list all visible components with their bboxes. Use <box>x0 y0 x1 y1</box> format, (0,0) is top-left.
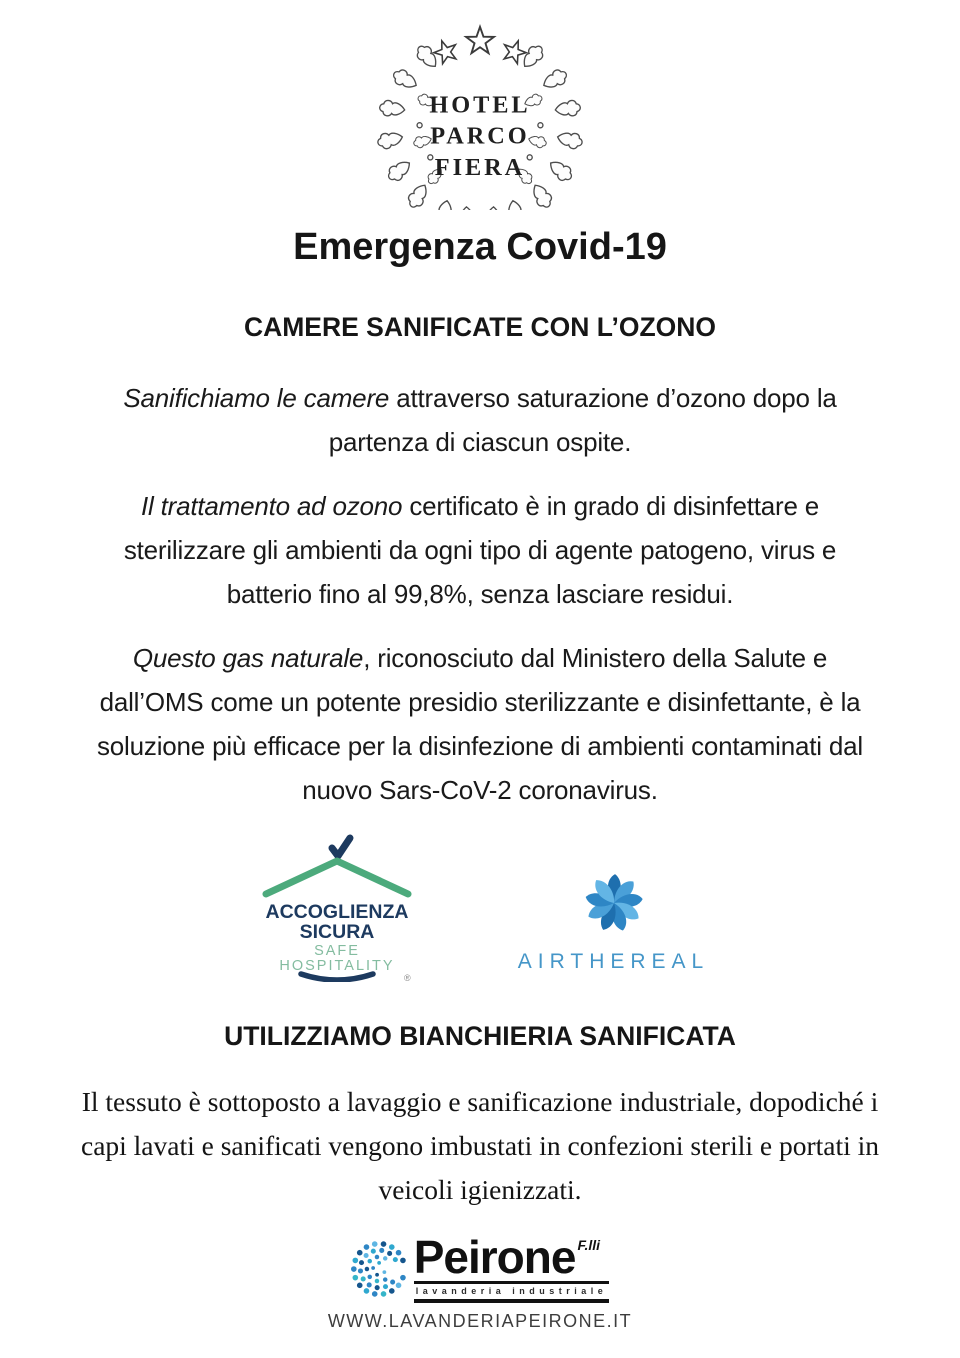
paragraph-ozone-3 <box>80 636 880 812</box>
peirone-brand-suffix: F.lli <box>577 1237 601 1253</box>
section1-heading: CAMERE SANIFICATE CON L’OZONO <box>243 312 717 342</box>
sicura-label: SICURA <box>299 921 375 943</box>
peirone-brand-name: Peirone <box>413 1231 576 1283</box>
paragraph-lead: Il trattamento ad ozono <box>140 491 403 521</box>
paragraph-lead: Questo gas naturale <box>132 643 364 673</box>
smile-arc-icon <box>301 974 373 980</box>
paragraph-rest: attraverso saturazione d’ozono dopo la partenza di ciascun ospite. <box>328 383 837 457</box>
checkmark-icon <box>332 838 350 856</box>
airthereal-wordmark: AIRTHEREAL <box>517 950 710 973</box>
paragraph-rest: certificato è in grado di disinfettare e sterilizzare gli ambienti da ogni tipo di agente patogeno, virus e batterio fino al 99,8%, senza lasciare residui. <box>123 491 837 609</box>
star-icon <box>466 27 494 53</box>
peirone-logo-block <box>0 1231 960 1332</box>
safe-label: SAFE <box>313 943 360 959</box>
registered-trademark: ® <box>403 973 411 982</box>
paragraph-ozone-2 <box>80 484 880 616</box>
pinwheel-icon <box>583 872 645 934</box>
paragraph-lead: Sanifichiamo le camere <box>123 383 390 413</box>
paragraph-ozone-1 <box>80 376 880 464</box>
paragraph-linen: Il tessuto è sottoposto a lavaggio e sanificazione industriale, dopodiché i capi lavati e sanificati vengono imbustati in confezioni sterili e portati in veicoli igienizzati. <box>80 1086 880 1205</box>
hotel-name-line: FIERA <box>434 153 526 181</box>
certification-logos <box>0 830 960 982</box>
hotel-parco-fiera-logo <box>0 20 960 210</box>
peirone-website: WWW.LAVANDERIAPEIRONE.IT <box>327 1311 633 1331</box>
peirone-logo <box>351 1231 610 1307</box>
roof-icon <box>266 861 408 894</box>
airthereal-logo <box>518 872 710 974</box>
hotel-name-line: PARCO <box>430 122 530 150</box>
peirone-wordmark-column <box>413 1231 610 1303</box>
accoglienza-sicura-logo <box>251 830 423 987</box>
dot-swirl-icon <box>351 1234 414 1307</box>
paragraph-rest: , riconosciuto dal Ministero della Salute e dall’OMS come un potente presidio sterilizzante e disinfettante, è la soluzione più efficace per la disinfezione di ambienti contaminati dal nuovo Sars-CoV-2 coronavirus. <box>97 643 863 805</box>
accoglienza-label: ACCOGLIENZA <box>265 901 409 923</box>
section2-heading: UTILIZZIAMO BIANCHIERIA SANIFICATA <box>224 1021 736 1051</box>
laurel-wreath-icon <box>374 20 586 210</box>
page-title: Emergenza Covid-19 <box>293 226 667 268</box>
hospitality-label: HOSPITALITY <box>279 958 395 974</box>
peirone-tagline: lavanderia industriale <box>414 1281 610 1303</box>
hotel-name-line: HOTEL <box>429 91 531 119</box>
